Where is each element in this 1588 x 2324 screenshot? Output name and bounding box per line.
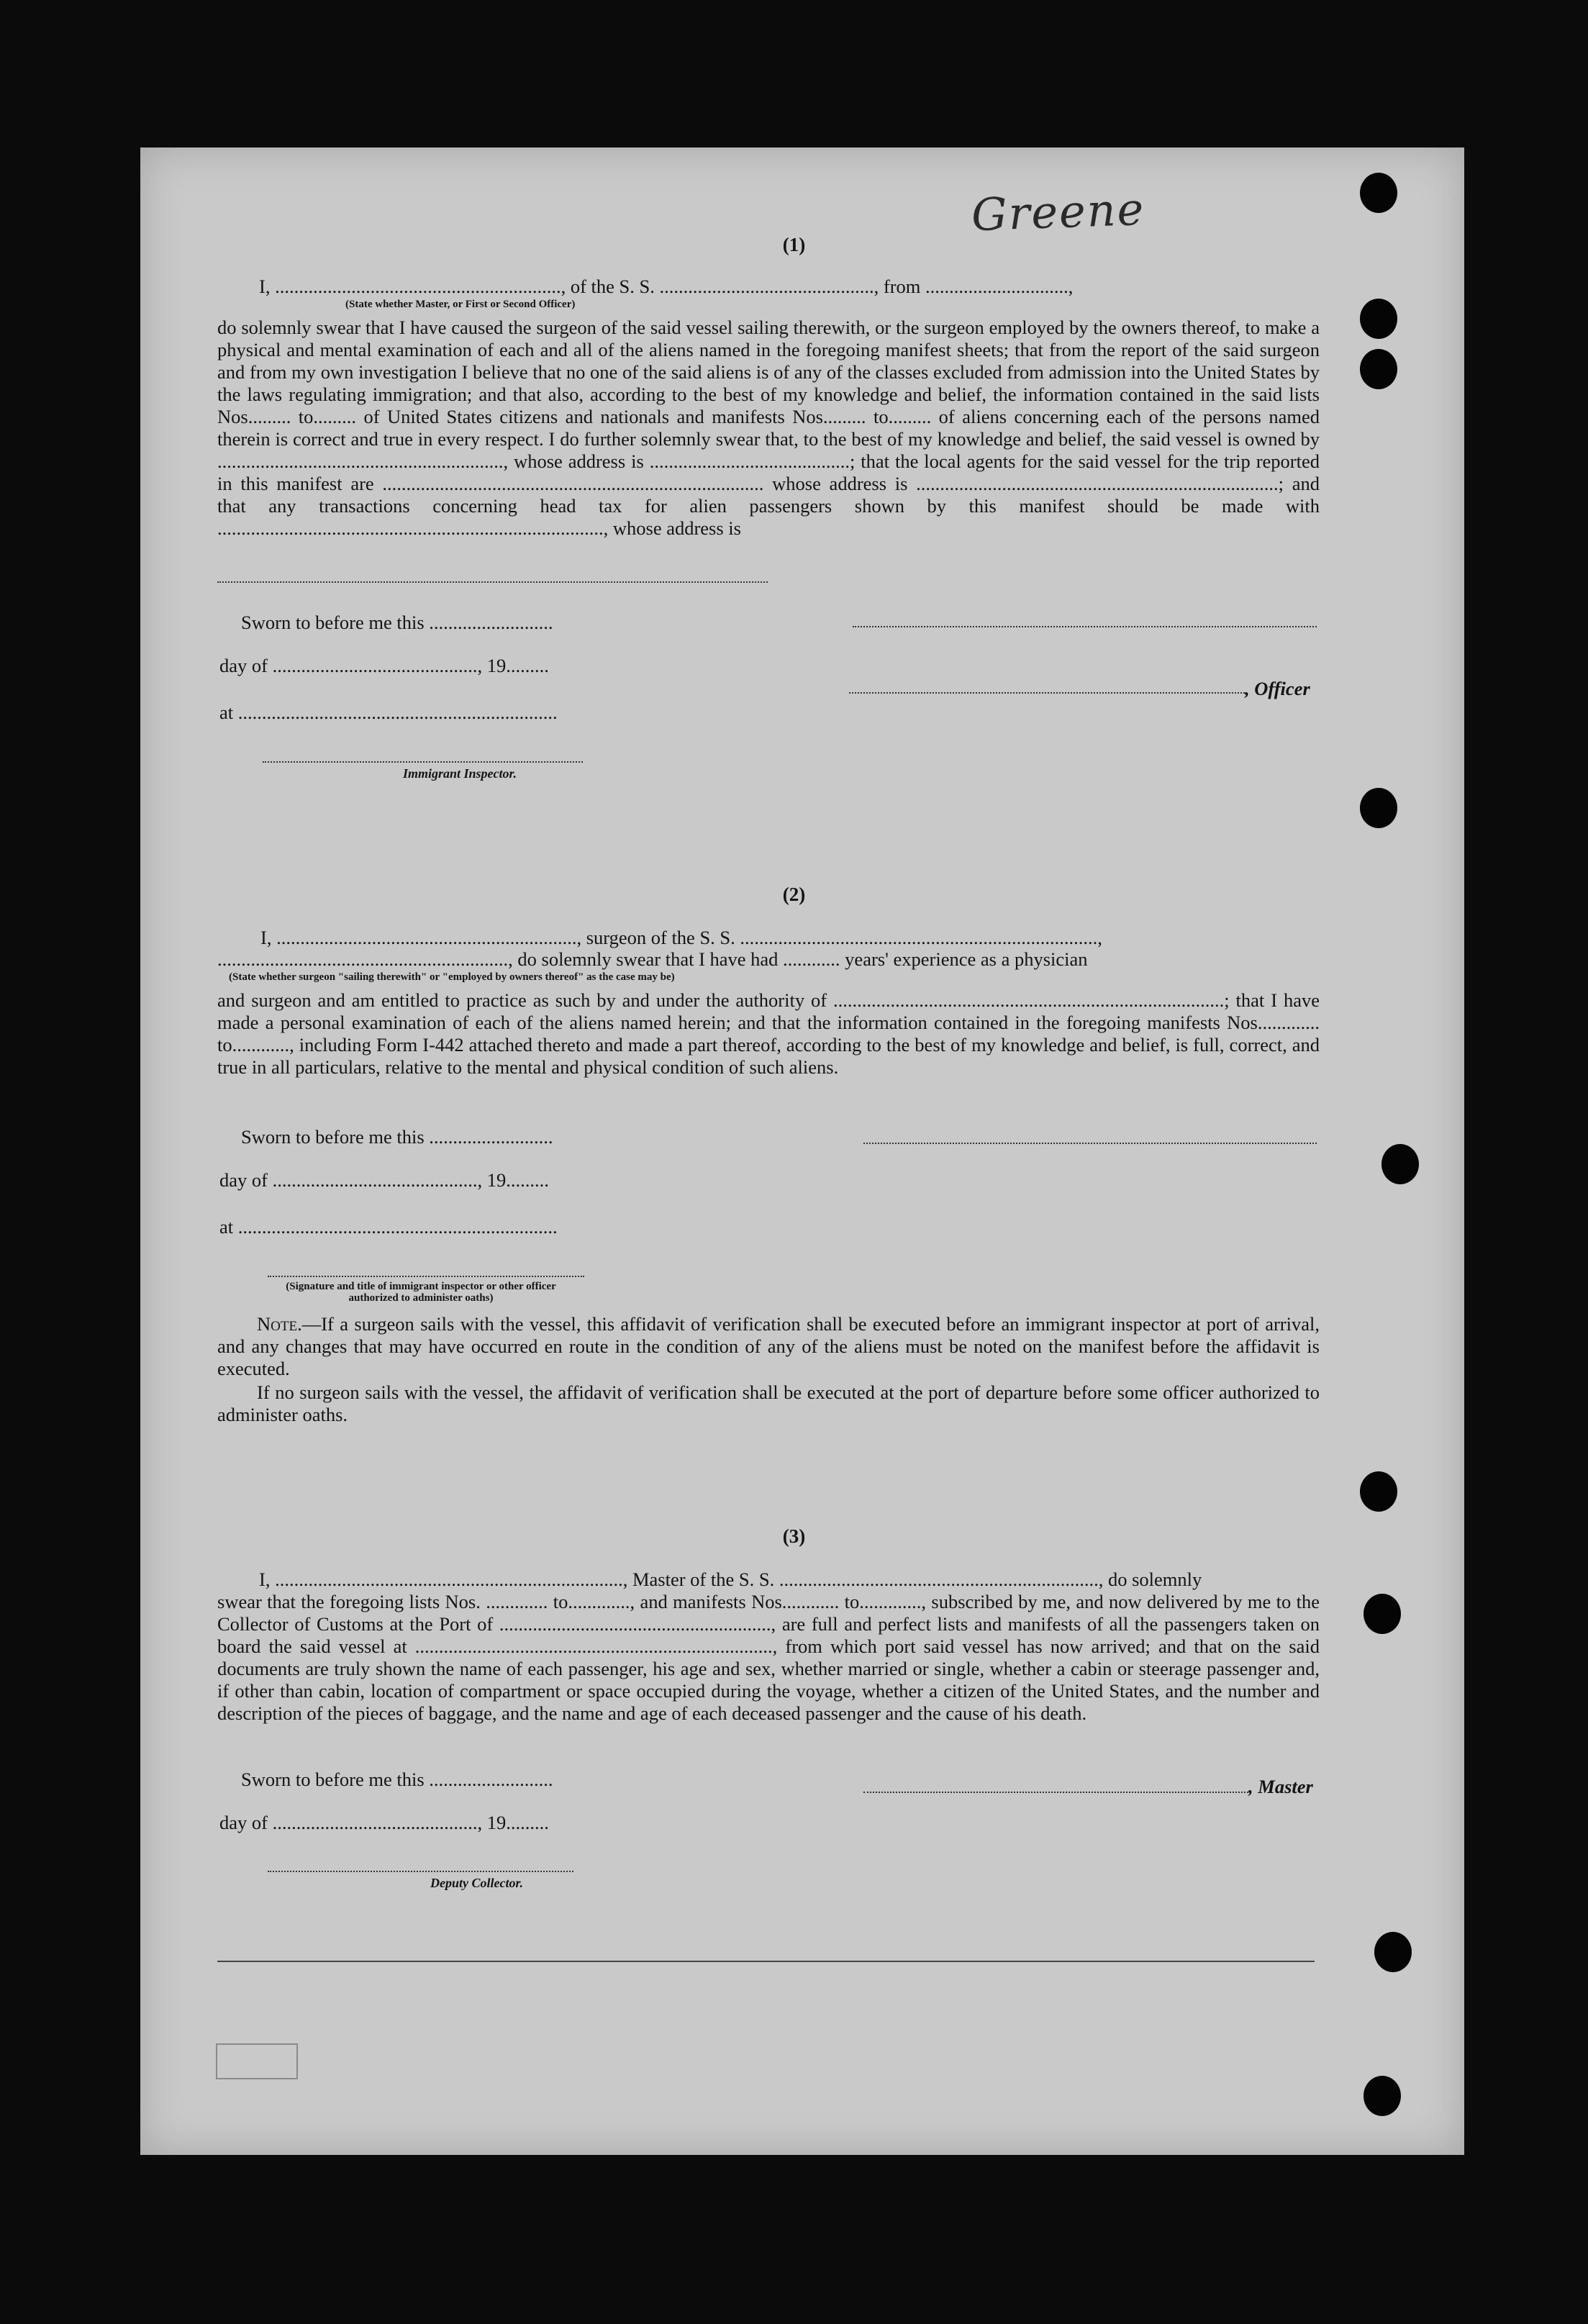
note-paragraph [217, 1313, 1320, 1380]
handwritten-name: Greene [970, 182, 1146, 242]
binder-hole [1360, 788, 1397, 828]
signature-title-caption: (Signature and title of immigrant inspector or other officer authorized to administer oaths) [286, 1281, 556, 1304]
master-officer-note: (State whether Master, or First or Second Officer) [345, 299, 576, 310]
officer-signature-line-1 [853, 626, 1317, 627]
inspector-signature-line-2 [268, 1276, 584, 1277]
officer-label: , Officer [1245, 678, 1310, 699]
day-line-3: day of ..........................................., 19......... [219, 1812, 549, 1833]
surgeon-note: (State whether surgeon "sailing therewith" or "employed by owners thereof" as the case may be) [229, 971, 675, 983]
surgeon-signature-line [863, 1143, 1317, 1144]
sworn-line-1: Sworn to before me this .......................... [241, 612, 553, 633]
binder-hole [1364, 2076, 1401, 2116]
day-line-1: day of ..........................................., 19......... [219, 655, 549, 676]
binder-hole [1360, 299, 1397, 339]
binder-hole [1360, 349, 1397, 389]
section-2-number: (2) [782, 884, 806, 905]
at-line-1: at ................................................................... [219, 702, 558, 723]
binder-hole [1364, 1594, 1401, 1634]
section-2-line-2: ............................................................., do solemnly swear that I have had ............ years' experience as a physician [217, 948, 1088, 970]
collector-signature-line [268, 1871, 573, 1872]
section-3-opening: I, ........................................................................., Master of the S. S. ..................................................................., do solemnly [259, 1569, 1202, 1590]
section-2-oath-text: and surgeon and am entitled to practice as such by and under the authority of ..................................................................................; that I have made a personal examination of each of the aliens named herein; and that the information contained in the foregoing manifests Nos............. to............, including Form I-442 attached thereto and made a part thereof, according to the best of my knowledge and belief, is full, correct, and true in all particulars, relative to the mental and physical condition of such aliens. [217, 989, 1320, 1078]
address-continuation-line [217, 581, 768, 583]
note-label: Note. [257, 1313, 302, 1335]
at-line-2: at ................................................................... [219, 1216, 558, 1238]
section-2-opening: I, ..............................................................., surgeon of the S. S. ..........................................................................., [260, 927, 1102, 948]
officer-signature-line-2 [849, 692, 1245, 694]
master-label: , Master [1248, 1776, 1313, 1797]
master-signature-line [863, 1792, 1248, 1793]
inspector-signature-line [263, 761, 583, 763]
inspector-caption: Immigrant Inspector. [403, 766, 517, 781]
section-3-number: (3) [782, 1525, 806, 1547]
collector-caption: Deputy Collector. [430, 1876, 523, 1890]
section-1-opening: I, ............................................................, of the S. S. ............................................., from .............................., [259, 276, 1074, 297]
day-line-2: day of ..........................................., 19......... [219, 1169, 549, 1191]
note-paragraph-2: If no surgeon sails with the vessel, the affidavit of verification shall be executed at the port of departure before some officer authorized to administer oaths. [217, 1381, 1320, 1425]
sworn-line-2: Sworn to before me this .......................... [241, 1126, 553, 1148]
binder-hole [1360, 1471, 1397, 1512]
section-3-oath-text: swear that the foregoing lists Nos. ............. to............., and manifests Nos............ to............., subscribed by me, and now delivered by me to the Collector of Customs at the Port of ........................................................., are full and perfect lists and manifests of all the passengers taken on board the said vessel at ..........................................................................., from which port said vessel has now arrived; and that on the said documents are truly shown the name of each passenger, his age and sex, whether married or single, whether a cabin or steerage passenger and, if other than cabin, location of compartment or space occupied during the voyage, whether a citizen of the United States, and the number and description of the pieces of baggage, and the name and age of each deceased passenger and the cause of his death. [217, 1591, 1320, 1724]
sworn-line-3: Sworn to before me this .......................... [241, 1769, 553, 1790]
binder-hole [1381, 1144, 1419, 1184]
note-text: —If a surgeon sails with the vessel, this affidavit of verification shall be executed before an immigrant inspector at port of arrival, and any changes that may have occurred en route in the condition of any of the aliens must be noted on the manifest before the affidavit is executed. [217, 1313, 1320, 1379]
bottom-rule [217, 1961, 1315, 1962]
binder-hole [1374, 1932, 1412, 1972]
section-1-number: (1) [782, 234, 806, 255]
faded-stamp [216, 2043, 298, 2079]
binder-hole [1360, 173, 1397, 213]
section-1-oath-text: do solemnly swear that I have caused the surgeon of the said vessel sailing therewith, or the surgeon employed by the owners thereof, to make a physical and mental examination of each and all of the aliens named in the foregoing manifest sheets; that from the report of the said surgeon and from my own investigation I believe that no one of the said aliens is of any of the classes excluded from admission into the United States by the laws regulating immigration; and that also, according to the best of my knowledge and belief, the information contained in the said lists Nos......... to......... of United States citizens and nationals and manifests Nos......... to......... of aliens concerning each of the persons named therein is correct and true in every respect. I do further solemnly swear that, to the best of my knowledge and belief, the said vessel is owned by ............................................................, whose address is ..........................................; that the local agents for the said vessel for the trip reported in this manifest are ................................................................................ whose address is ............................................................................; and that any transactions concerning head tax for alien passengers shown by this manifest should be made with ................................................................................., whose address is [217, 317, 1320, 539]
